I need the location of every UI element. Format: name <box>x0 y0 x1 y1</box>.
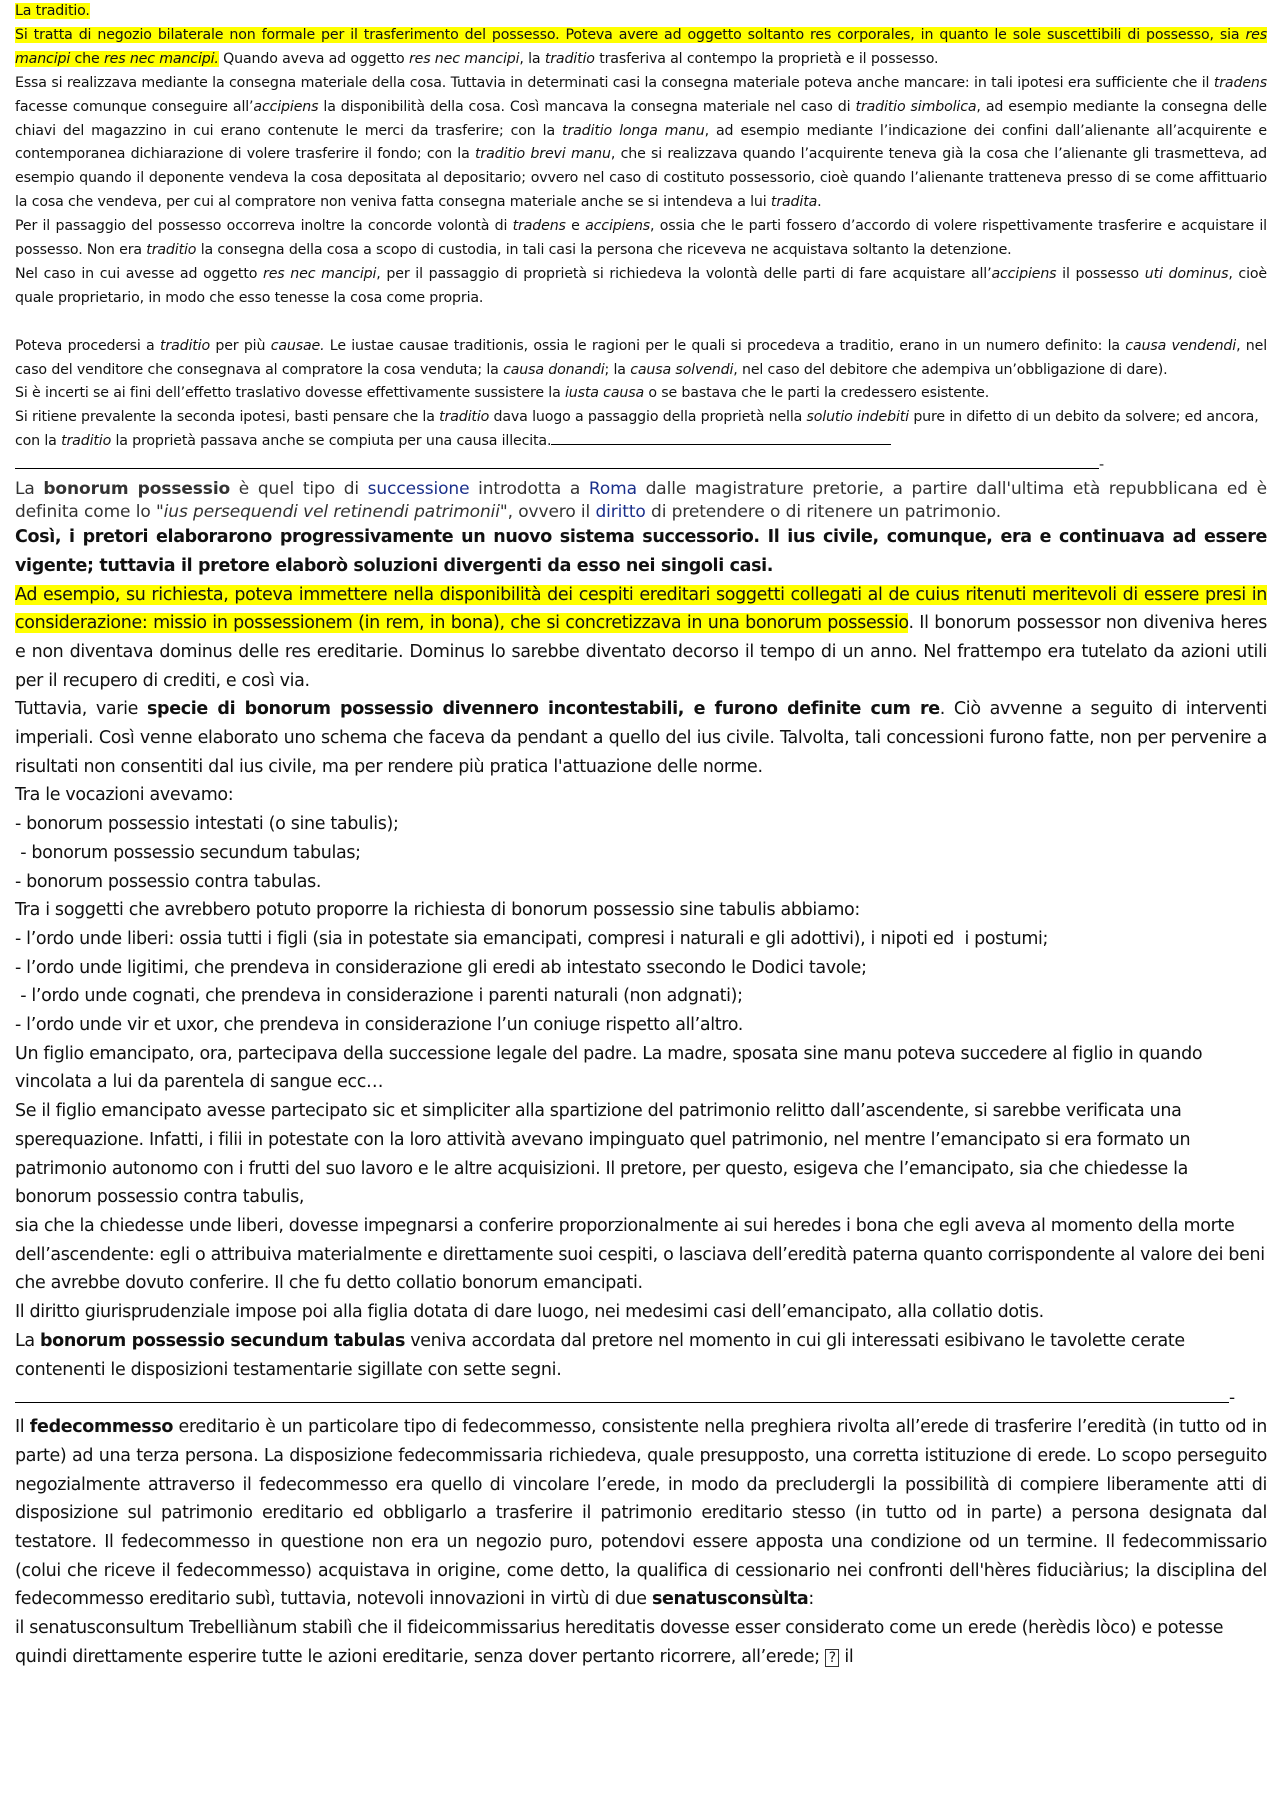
bonorum-intro: Così, i pretori elaborarono progressivamente un nuovo sistema successorio. Il ius civile, comunque, era e continuava ad essere vigente; tuttavia il pretore elaborò soluzioni divergenti da esso nei singoli casi. <box>15 527 1267 576</box>
bonorum-paragraph-cum-re: Tuttavia, varie specie di bonorum possessio divennero incontestabili, e furono definite cum re. Ciò avvenne a seguito di interventi imperiali. Così venne elaborato uno schema che faceva da pendant a quello del ius civile. Talvolta, tali concessioni furono fatte, non per pervenire a risultati non consentiti dal ius civile, ma per rendere più pratica l'attuazione delle norme. <box>15 699 1267 777</box>
fedecommesso-paragraph-2: il senatusconsultum Trebelliànum stabilì che il fideicommissarius hereditatis dovesse esser considerato come un erede (herèdis lòco) e potesse quindi direttamente esperire tutte le azioni ereditarie, senza dover pertanto ricorrere, all’erede; ? il <box>15 1618 1224 1667</box>
link-roma[interactable]: Roma <box>588 479 637 500</box>
traditio-paragraph-5: Poteva procedersi a traditio per più causae. Le iustae causae traditionis, ossia le ragioni per le quali si procedeva a traditio, erano in un numero definito: la causa vendendi, nel caso del venditore che consegnava al compratore la cosa venduta; la causa donandi; la causa solvendi, nel caso del debitore che adempiva un’obbligazione di dare). <box>15 337 1268 378</box>
traditio-paragraph-3: Per il passaggio del possesso occorreva inoltre la concorde volontà di tradens e accipiens, ossia che le parti fossero d’accordo di volere rispettivamente trasferire e acquistare il possesso. Non era traditio la consegna della cosa a scopo di custodia, in tali casi la persona che riceveva ne acquistava soltanto la detenzione. <box>15 218 1267 259</box>
link-diritto[interactable]: diritto <box>595 501 646 522</box>
list-item: - l’ordo unde liberi: ossia tutti i figli (sia in potestate sia emancipati, compresi i naturali e gli adottivi), i nipoti ed i postumi; <box>15 928 1049 949</box>
underline-rule <box>551 432 891 445</box>
list-item: - l’ordo unde cognati, che prendeva in considerazione i parenti naturali (non adgnati); <box>15 986 743 1007</box>
list-item: - bonorum possessio secundum tabulas; <box>15 842 361 863</box>
list-item: - bonorum possessio intestati (o sine tabulis); <box>15 814 399 835</box>
soggetti-list <box>15 925 1267 1040</box>
vocazioni-list <box>15 810 1267 896</box>
bonorum-paragraph-missio: Ad esempio, su richiesta, poteva immettere nella disponibilità dei cespiti ereditari soggetti collegati al de cuius ritenuti meritevoli di essere presi in considerazione: missio in possessionem (in rem, in bona), che si concretizzava in una bonorum possessio. Il bonorum possessor non diveniva heres e non diventava dominus delle res ereditarie. Dominus lo sarebbe diventato decorso il tempo di un anno. Nel frattempo era tutelato da azioni utili per il recupero di crediti, e così via. <box>15 584 1267 691</box>
soggetti-title: Tra i soggetti che avrebbero potuto proporre la richiesta di bonorum possessio sine tabulis abbiamo: <box>15 900 860 921</box>
blank-line <box>15 311 1267 335</box>
bonorum-possessio-definition: La bonorum possessio è quel tipo di successione introdotta a Roma dalle magistrature pretorie, a partire dall'ultima età repubblicana ed è definita come lo "ius persequendi vel retinendi patrimonii", ovvero il diritto di pretendere o di ritenere un patrimonio. <box>15 479 1267 522</box>
traditio-paragraph-4: Nel caso in cui avesse ad oggetto res nec mancipi, per il passaggio di proprietà si richiedeva la volontà delle parti di fare acquistare all’accipiens il possesso uti dominus, cioè quale proprietario, in modo che esso tenesse la cosa come propria. <box>15 265 1267 306</box>
fedecommesso-paragraph-1: Il fedecommesso ereditario è un particolare tipo di fedecommesso, consistente nella preghiera rivolta all’erede di trasferire l’eredità (in tutto od in parte) ad una terza persona. La disposizione fedecommissaria richiedeva, quale presupposto, una corretta istituzione di erede. Lo scopo perseguito negozialmente attraverso il fedecommesso era quello di vincolare l’erede, in modo da precludergli la possibilità di compiere liberamente atti di disposizione sul patrimonio ereditario ed obbligarlo a trasferire il patrimonio ereditario stesso (in tutto od in parte) a persona designata dal testatore. Il fedecommesso in questione non era un negozio puro, potendovi essere apposta una condizione od un termine. Il fedecommissario (colui che riceve il fedecommesso) acquistava in origine, come detto, la qualifica di cessionario nei confronti dell'hères fiduciàrius; la disciplina del fedecommesso ereditario subì, tuttavia, notevoli innovazioni in virtù di due senatusconsùlta: <box>15 1417 1267 1610</box>
vocazioni-title: Tra le vocazioni avevamo: <box>15 785 234 806</box>
bonorum-paragraph-secundum-tabulas: La bonorum possessio secundum tabulas veniva accordata dal pretore nel momento in cui gli interessati esibivano le tavolette cerate contenenti le disposizioni testamentarie sigillate con sette segni. <box>15 1330 1185 1380</box>
traditio-paragraph-2: Essa si realizzava mediante la consegna materiale della cosa. Tuttavia in determinati casi la consegna materiale poteva anche mancare: in tali ipotesi era sufficiente che il tradens facesse comunque conseguire all’accipiens la disponibilità della cosa. Così mancava la consegna materiale nel caso di traditio simbolica, ad esempio mediante la consegna delle chiavi del magazzino in cui erano contenute le merci da trasferire; con la traditio longa manu, ad esempio mediante l’indicazione dei confini dall’alienante all’acquirente e contemporanea dichiarazione di volere trasferire il fondo; con la traditio brevi manu, che si realizzava quando l’acquirente teneva già la cosa che l’alienante gli trasmetteva, ad esempio quando il deponente vendeva la cosa depositata al depositario; ovvero nel caso di costituto possessorio, cioè quando l’alienante tratteneva presso di se come affittuario la cosa che vendeva, per cui al compratore non veniva fatta consegna materiale anche se si intendeva a lui tradita. <box>15 74 1267 211</box>
traditio-paragraph-6: Si è incerti se ai fini dell’effetto traslativo dovesse effettivamente sussistere la iusta causa o se bastava che le parti la credessero esistente. <box>15 385 990 402</box>
section-title-traditio: La traditio. <box>15 3 90 19</box>
document-page <box>15 0 1267 1673</box>
list-item: - l’ordo unde ligitimi, che prendeva in considerazione gli eredi ab intestato ssecondo le Dodici tavole; <box>15 957 867 978</box>
list-item: - bonorum possessio contra tabulas. <box>15 871 322 892</box>
bonorum-section <box>15 523 1267 1413</box>
bonorum-paragraph-sperequazione: Se il figlio emancipato avesse partecipato sic et simpliciter alla spartizione del patrimonio relitto dall’ascendente, si sarebbe verificata una sperequazione. Infatti, i filii in potestate con la loro attività avevano impinguato quel patrimonio, nel mentre l’emancipato si era formato un patrimonio autonomo con i frutti del suo lavoro e le altre acquisizioni. Il pretore, per questo, esigeva che l’emancipato, sia che chiedesse la bonorum possessio contra tabulis, <box>15 1101 1191 1208</box>
bonorum-paragraph-dotis: Il diritto giurisprudenziale impose poi alla figlia dotata di dare luogo, nei medesimi casi dell’emancipato, alla collatio dotis. <box>15 1302 1044 1323</box>
traditio-paragraph-1: Si tratta di negozio bilaterale non formale per il trasferimento del possesso. Poteva avere ad oggetto soltanto res corporales, in quanto le sole suscettibili di possesso, sia res mancipi che res nec mancipi. Quando aveva ad oggetto res nec mancipi, la traditio trasferiva al contempo la proprietà e il possesso. <box>15 26 1267 67</box>
separator-rule: - <box>15 454 1267 478</box>
link-successione[interactable]: successione <box>367 479 470 500</box>
bonorum-paragraph-collatio: sia che la chiedesse unde liberi, dovesse impegnarsi a conferire proporzionalmente ai sui heredes i bona che egli aveva al momento della morte dell’ascendente: egli o attribuiva materialmente e direttamente suoi cespiti, o lasciava dell’eredità paterna quanto corrispondente al valore dei beni che avrebbe dovuto conferire. Il che fu detto collatio bonorum emancipati. <box>15 1215 1265 1294</box>
missing-glyph-box: ? <box>825 1649 839 1667</box>
traditio-paragraph-7: Si ritiene prevalente la seconda ipotesi, basti pensare che la traditio dava luogo a passaggio della proprietà nella solutio indebiti pure in difetto di un debito da solvere; ed ancora, con la traditio la proprietà passava anche se compiuta per una causa illecita. <box>15 409 1259 450</box>
traditio-section <box>15 0 1267 478</box>
list-item: - l’ordo unde vir et uxor, che prendeva in considerazione l’un coniuge rispetto all’altro. <box>15 1015 743 1036</box>
bonorum-paragraph-emancipato: Un figlio emancipato, ora, partecipava della successione legale del padre. La madre, sposata sine manu poteva succedere al figlio in quando vincolata a lui da parentela di sangue ecc… <box>15 1043 1203 1093</box>
separator-rule: - <box>15 1384 1267 1413</box>
fedecommesso-section <box>15 1413 1267 1672</box>
